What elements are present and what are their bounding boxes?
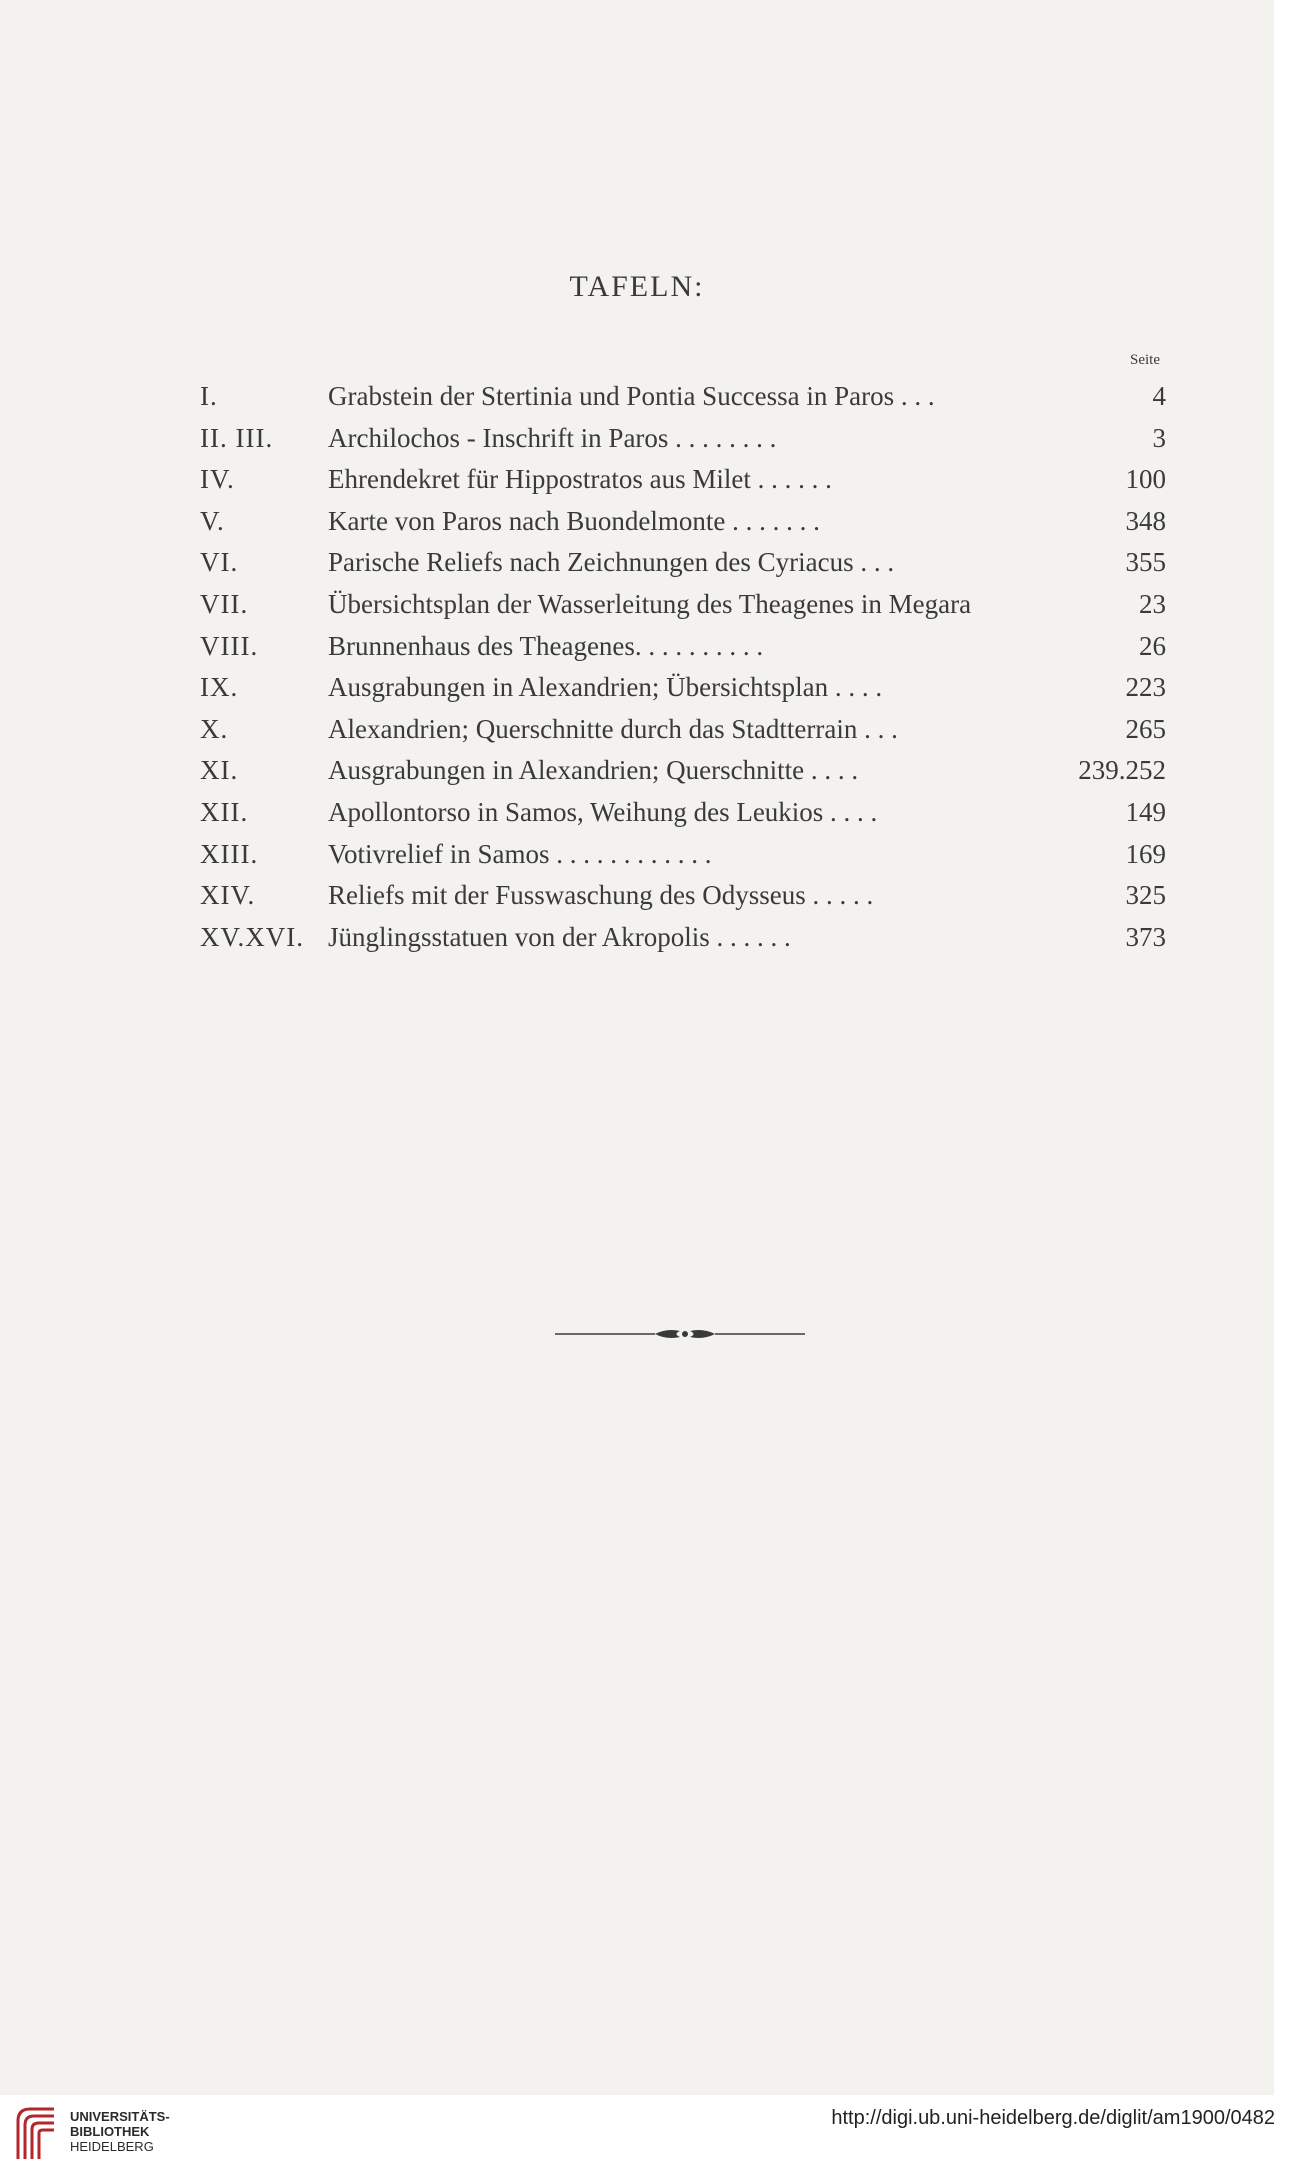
plate-page-number: 4 <box>1152 381 1166 411</box>
plate-row <box>200 791 1166 833</box>
plate-number: I. <box>200 381 218 411</box>
plate-number: IX. <box>200 672 239 703</box>
plate-title: Votivrelief in Samos . . . . . . . . . . . . <box>328 838 712 869</box>
plate-page-number: 3 <box>1152 422 1166 453</box>
plate-row <box>200 583 1166 625</box>
plate-row <box>200 541 1166 583</box>
plate-list <box>0 0 1274 1000</box>
plate-page-number: 239.252 <box>1078 755 1166 786</box>
plate-page-number: 169 <box>1125 838 1166 869</box>
plate-title: Ausgrabungen in Alexandrien; Querschnitte . . . . <box>328 755 859 786</box>
plate-number: VI. <box>200 547 239 578</box>
plate-page-number: 265 <box>1125 713 1166 744</box>
plate-row <box>200 458 1166 500</box>
plate-title: Ausgrabungen in Alexandrien; Übersichtsplan . . . . <box>328 672 883 703</box>
plate-title: Übersichtsplan der Wasserleitung des Theagenes in Megara <box>328 589 972 619</box>
plate-number: XIV. <box>200 880 256 911</box>
plate-page-number: 325 <box>1125 880 1166 911</box>
plate-row <box>200 749 1166 791</box>
plate-row <box>200 625 1166 667</box>
library-name-line1: UNIVERSITÄTS- <box>70 2109 170 2124</box>
plate-row <box>200 375 1166 417</box>
plate-row <box>200 666 1166 708</box>
plate-title: Grabstein der Stertinia und Pontia Successa in Paros . . . <box>328 381 935 411</box>
plate-page-number: 348 <box>1125 505 1166 536</box>
plate-number: XIII. <box>200 838 259 869</box>
plate-number: VIII. <box>200 630 259 661</box>
plate-number: X. <box>200 713 229 744</box>
plate-row <box>200 874 1166 916</box>
plate-row <box>200 833 1166 875</box>
plate-number: XI. <box>200 755 239 786</box>
plate-title: Archilochos - Inschrift in Paros . . . . . . . . <box>328 422 777 453</box>
plate-row <box>200 708 1166 750</box>
source-url[interactable]: http://digi.ub.uni-heidelberg.de/diglit/am1900/0482 <box>831 2107 1275 2129</box>
plate-number: II. III. <box>200 422 274 453</box>
plate-row <box>200 500 1166 542</box>
plate-page-number: 355 <box>1125 547 1166 578</box>
plate-number: IV. <box>200 464 235 495</box>
page-column-label: Seite <box>1130 352 1160 368</box>
plate-page-number: 26 <box>1139 630 1166 661</box>
library-name-line3: HEIDELBERG <box>70 2139 154 2154</box>
plate-number: V. <box>200 505 225 536</box>
plate-title: Apollontorso in Samos, Weihung des Leukios . . . . <box>328 797 878 827</box>
library-footer <box>0 2095 1289 2173</box>
plate-title: Reliefs mit der Fusswaschung des Odysseus . . . . . <box>328 880 874 911</box>
page-title: TAFELN: <box>569 270 705 303</box>
plate-title: Brunnenhaus des Theagenes. . . . . . . . . . <box>328 630 764 661</box>
plate-number: VII. <box>200 589 249 619</box>
plate-title: Jünglingsstatuen von der Akropolis . . . . . . <box>328 921 791 952</box>
ornament-divider <box>555 1322 805 1346</box>
plate-title: Alexandrien; Querschnitte durch das Stadtterrain . . . <box>328 713 898 744</box>
plate-page-number: 23 <box>1139 589 1166 619</box>
plate-number: XV.XVI. <box>200 921 305 952</box>
plate-title: Ehrendekret für Hippostratos aus Milet . . . . . . <box>328 464 832 495</box>
plate-page-number: 100 <box>1125 464 1166 495</box>
plate-page-number: 149 <box>1125 797 1166 827</box>
plate-title: Karte von Paros nach Buondelmonte . . . . . . . <box>328 505 820 536</box>
plate-page-number: 223 <box>1125 672 1166 703</box>
plate-row <box>200 916 1166 958</box>
library-name-line2: BIBLIOTHEK <box>70 2124 150 2139</box>
plate-page-number: 373 <box>1125 921 1166 952</box>
plate-number: XII. <box>200 797 249 827</box>
library-logo-icon <box>12 2101 60 2163</box>
library-name <box>70 2109 170 2154</box>
plate-title: Parische Reliefs nach Zeichnungen des Cyriacus . . . <box>328 547 895 578</box>
plate-row <box>200 417 1166 459</box>
